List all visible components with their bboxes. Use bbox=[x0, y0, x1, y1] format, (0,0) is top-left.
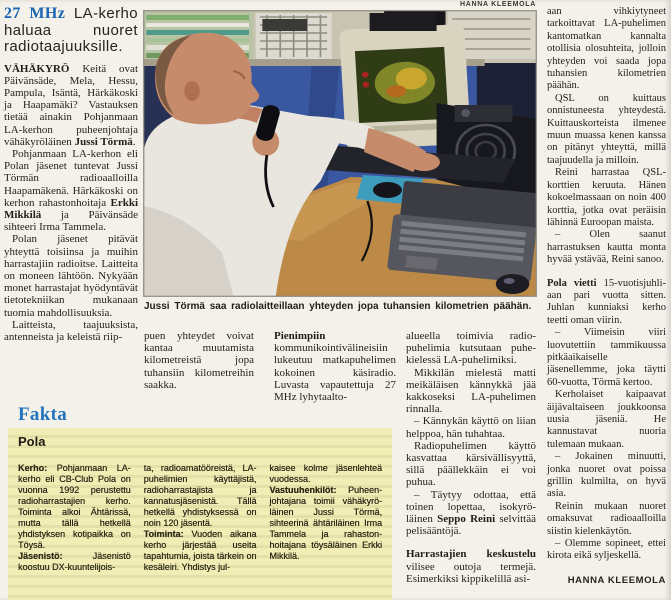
wire-basket bbox=[256, 13, 332, 59]
paragraph: Mikkilän mielestä matti meikäläisen kännykkä jää kakkoseksi LA-puhelimen rinnalla. bbox=[406, 366, 536, 416]
headline-accent: 27 MHz bbox=[4, 5, 66, 22]
paragraph: Laitteista, taajuuksista, antenneista ja keleistä riip- bbox=[4, 318, 138, 343]
fakta-title: Fakta bbox=[18, 404, 67, 425]
paragraph: Kerholaiset kaipaavat äijävaltaiseen joukkoonsa uusia jäseniä. He kannustavat nuoria tulemaan mukaan. bbox=[547, 389, 666, 450]
paragraph: kaisee kolme jäsenlehteä vuodessa. bbox=[269, 463, 383, 484]
laptop bbox=[387, 180, 536, 283]
fakta-column-2 bbox=[144, 463, 257, 573]
paragraph: – Täytyy odottaa, että toinen lopettaa, isokyröläinen Seppo Reini selvittää pelisääntöjä. bbox=[406, 488, 536, 538]
paragraph: Reini harrastaa QSL-korttien keruuta. Hänen kokoelmassaan on noin 400 korttia, jotka ovat peräisin lähinnä Euroopan maista. bbox=[547, 167, 666, 228]
fakta-subtitle: Pola bbox=[18, 434, 46, 449]
paragraph: Radiopuhelimen käyttö kasvattaa kärsivällisyyttä, sillä päällekkäin ei voi puhua. bbox=[406, 439, 536, 489]
column-four bbox=[406, 330, 536, 592]
paragraph: Pienimpiin kommunikointivälineisiin lukeutuu matkapuhelimen kokoinen käsiradio. Luvasta vapautettuja 27 MHz lyhytaalto- bbox=[274, 330, 396, 404]
paragraph: – Olen saanut harrastuksen kautta monta hyvää ystävää, Reini sanoo. bbox=[547, 229, 666, 266]
paragraph: Reinin mukaan nuoret omaksuvat radioaalloilla siistin kielenkäytön. bbox=[547, 500, 666, 537]
article-photo bbox=[144, 11, 536, 296]
photo-illustration bbox=[144, 11, 536, 296]
fakta-column-3 bbox=[269, 463, 382, 573]
paragraph: Harrastajien keskustelu vilisee outoja termejä. Esimerkiksi kippikelillä asi- bbox=[406, 548, 536, 585]
paragraph: – Kännykän käyttö on liian helppoa, hän tuhahtaa. bbox=[406, 415, 536, 440]
column-right-body bbox=[547, 6, 666, 563]
fakta-yellow-panel bbox=[8, 428, 392, 600]
paragraph: Pola vietti 15-vuotisjuhliaan pari vuotta sitten. Juhlan kunniaksi kerho teetti oman viirin. bbox=[547, 277, 666, 326]
paragraph: VÄHÄKYRÖ Keitä ovat Päivänsäde, Mela, Hessu, Pampula, Isäntä, Härkäkoski ja Haapamäki? Vastauksen tietää ainakin Pohjanmaan LA-kerhon puheenjohtaja vähäkyröläinen Jussi Törmä. bbox=[4, 62, 138, 148]
headline-rest: LA-kerho haluaa nuoret radiotaajuuksille. bbox=[4, 5, 138, 55]
paragraph: Polan jäsenet pitävät yhteyttä toisiinsa ja muihin harrastajiin radioitse. Laitteita on moneen lähtöön. Nykyään monet harrastajat hyödyntävät tietotekniikan mukanaan tuomia mahdollisuuksia. bbox=[4, 233, 138, 319]
column-left bbox=[4, 6, 138, 343]
paragraph: Pohjanmaan LA-kerhon eli Polan jäsenet tuntevat Jussi Törmän radioaalloilla Haapamäkenä. Härkäkoski on kerhon rahastonhoitaja Erkki Mikkilä ja Päivänsäde sihteeri Irma Tammela. bbox=[4, 147, 138, 234]
column-two bbox=[144, 330, 254, 391]
photo-credit: HANNA KLEEMOLA bbox=[459, 1, 536, 8]
paragraph: Toiminta: Vuoden aikana kerho järjestää useita tapahtumia, joista tärkein on kesäleiri. Yhdistys jul- bbox=[143, 529, 257, 572]
device-on-monitor bbox=[370, 13, 437, 31]
article-byline: HANNA KLEEMOLA bbox=[567, 574, 666, 586]
hand-on-keyboard bbox=[409, 153, 440, 171]
paragraph: aan vihkiytyneet tarkoittavat LA-puhelimen kantomatkan kannalta otollisia olosuhteita, jolloin yhteyden voi saada jopa tuhansien kilometrien päähän. bbox=[547, 6, 666, 92]
fakta-box bbox=[8, 404, 392, 600]
paragraph: puen yhteydet voivat kantaa muutamista kilometreistä jopa tuhansiin kilometreihin saakka. bbox=[144, 330, 254, 391]
paragraph: – Viimeisin viiri luovutettiin tammikuussa pitkäaikaiselle jäsenellemme, joka täytti 60-vuotta, Törmä kertoo. bbox=[547, 327, 666, 388]
paragraph: alueella toimivia radiopuhelimia kutsutaan puhekielessä LA-puhelimiksi. bbox=[406, 330, 536, 367]
column-three bbox=[274, 330, 396, 403]
mouse bbox=[496, 274, 530, 294]
paragraph: Vastuuhenkilöt: Puheenjohtajana toimii vähäkyröläinen Jussi Törmä, sihteerinä ähtäriläinen Irma Tammela ja rahastonhoitajana töysäläinen Erkki Mikkilä. bbox=[269, 485, 383, 561]
paragraph: Jäsenistö: Jäsenistö koostuu DX-kuuntelijois- bbox=[18, 551, 131, 572]
ear bbox=[184, 81, 200, 101]
paragraph: – Olemme sopineet, ettei kirota eikä syljeskellä. bbox=[547, 538, 666, 562]
paragraph: – Jokainen minuutti, jonka nuoret ovat poissa grillin kulmilta, on hyvä asia. bbox=[547, 451, 666, 500]
paragraph: Kerho: Pohjanmaan LA-kerho eli CB-Club Pola on vuonna 1992 perustettu radioharrastajien kerho. Toiminta alkoi Ähtärissä, mutta tällä hetkellä yhdistyksen kotipaikka on Töysä. bbox=[18, 463, 131, 550]
column-right bbox=[547, 6, 666, 594]
paragraph: QSL on kuittaus onnistuneesta yhteydestä. Kuittauskorteista ilmenee muun muassa kenen kanssa on pitänyt yhteyttä, millä taajuudella ja milloin. bbox=[547, 92, 666, 166]
fakta-column-1 bbox=[18, 463, 131, 573]
photo-caption: Jussi Törmä saa radiolaitteillaan yhteyden jopa tuhansien kilometrien päähän. bbox=[144, 301, 532, 312]
mouse-on-pad bbox=[373, 182, 402, 198]
article-headline bbox=[4, 6, 138, 56]
paragraph: ta, radioamatööreistä, LA-puhelimien käyttäjistä, radioharrastajista ja kannatusjäsenistä. Tällä hetkellä yhdistyksessä on noin 120 jäsentä. bbox=[143, 463, 257, 528]
column-left-body bbox=[4, 63, 138, 344]
